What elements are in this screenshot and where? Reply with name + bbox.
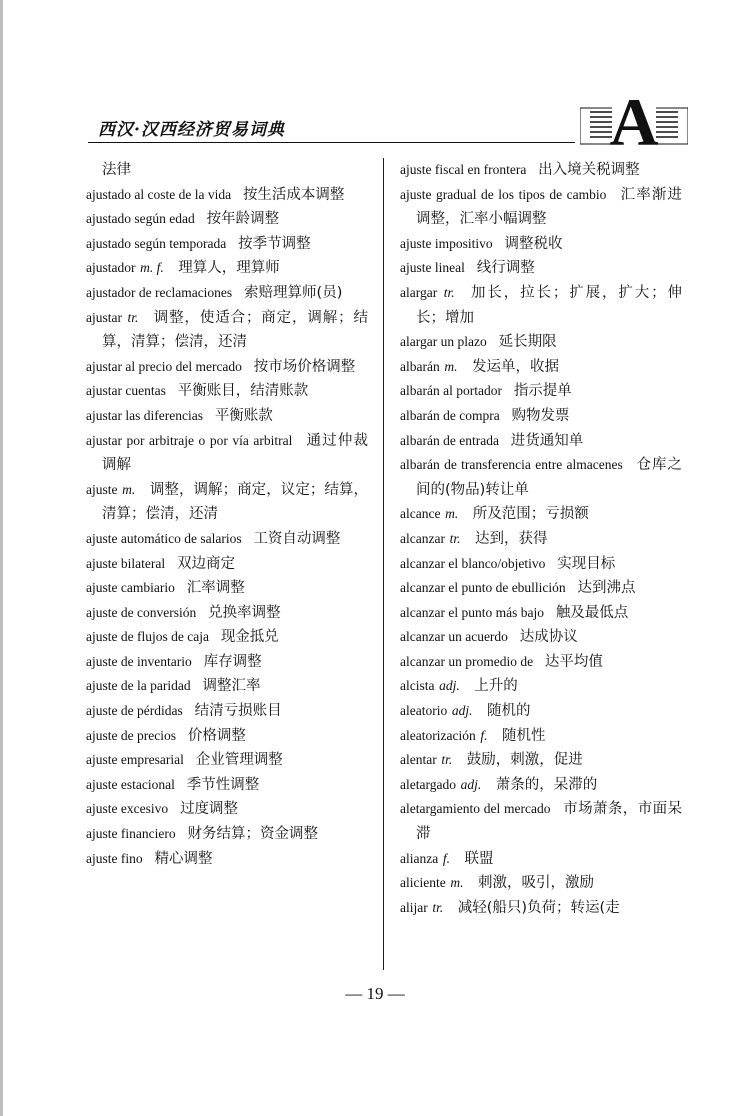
entry-translation: 发运单，收据 <box>471 358 559 375</box>
entry-translation: 联盟 <box>464 850 494 867</box>
entry-headword: ajuste <box>86 481 118 497</box>
entry-headword: alentar <box>400 752 437 768</box>
entry-headword: alcanzar el punto de ebullición <box>400 580 566 596</box>
entry-headword: ajuste gradual de los tipos de cambio <box>400 186 607 202</box>
dictionary-entry <box>86 847 368 872</box>
dictionary-entry <box>86 281 368 306</box>
dictionary-entry <box>86 429 368 478</box>
dictionary-entry <box>400 896 682 921</box>
entry-headword: ajuste impositivo <box>400 235 493 251</box>
dictionary-entry <box>86 355 368 380</box>
dictionary-entry <box>400 625 682 650</box>
entry-translation: 调整，调解；商定，议定；结算，清算；偿清，还清 <box>102 481 369 523</box>
entry-headword: alcanzar <box>400 530 445 546</box>
dictionary-entry <box>86 379 368 404</box>
right-column <box>400 158 682 920</box>
dictionary-entry <box>400 552 682 577</box>
entry-translation: 企业管理调整 <box>195 752 283 769</box>
entry-translation: 触及最低点 <box>555 604 629 621</box>
entry-grammar-label: adj. <box>460 776 482 792</box>
entry-translation: 上升的 <box>474 678 518 695</box>
dictionary-entry <box>86 773 368 798</box>
entry-translation: 减轻(船只)负荷；转运(走 <box>457 899 620 916</box>
entry-grammar-label: tr. <box>443 284 455 300</box>
entry-translation: 进货通知单 <box>510 432 584 449</box>
entry-grammar-label: tr. <box>441 752 453 768</box>
page-edge-shadow <box>0 0 3 1116</box>
entry-headword: alargar <box>400 284 438 300</box>
entry-translation: 仓库之间的(物品)转让单 <box>416 457 683 498</box>
dictionary-entry <box>400 576 682 601</box>
entry-translation: 结清亏损账目 <box>194 703 282 720</box>
entry-translation: 调整，使适合；商定，调解；结算，清算；偿清，还清 <box>102 309 369 351</box>
left-column <box>86 158 368 871</box>
dictionary-entry <box>86 256 368 281</box>
entry-headword: ajustador de reclamaciones <box>86 284 233 300</box>
entry-headword: ajuste de pérdidas <box>86 703 183 719</box>
dictionary-entry <box>400 404 682 429</box>
dictionary-entry <box>400 281 682 330</box>
entry-grammar-label: m. <box>122 481 136 497</box>
dictionary-entry <box>86 576 368 601</box>
dictionary-entry <box>86 404 368 429</box>
dictionary-entry <box>400 797 682 846</box>
column-divider <box>383 158 384 970</box>
entry-translation: 按年龄调整 <box>206 211 280 228</box>
entry-translation: 季节性调整 <box>186 776 260 793</box>
entry-translation: 按市场价格调整 <box>253 358 356 375</box>
entry-grammar-label: m. <box>450 875 464 891</box>
dictionary-entry <box>86 158 368 183</box>
entry-headword: albarán de transferencia entre almacenes <box>400 457 623 473</box>
entry-headword: ajustar al precio del mercado <box>86 358 242 374</box>
entry-grammar-label: f. <box>442 850 450 866</box>
dictionary-entry <box>400 429 682 454</box>
entry-headword: ajuste de precios <box>86 727 176 743</box>
running-header-title: 西汉·汉西经济贸易词典 <box>98 120 285 140</box>
entry-headword: alcanzar un promedio de <box>400 653 534 669</box>
entry-grammar-label: m. <box>445 506 459 522</box>
entry-translation: 达平均值 <box>544 653 603 670</box>
dictionary-entry <box>400 650 682 675</box>
entry-headword: alianza <box>400 850 439 866</box>
dictionary-entry <box>86 478 368 527</box>
entry-headword: ajuste lineal <box>400 260 465 276</box>
entry-headword: alijar <box>400 899 428 915</box>
dictionary-entry <box>400 674 682 699</box>
entry-translation: 刺激，吸引，激励 <box>477 875 594 892</box>
entry-translation: 平衡账款 <box>214 407 273 424</box>
entry-headword: ajuste fiscal en frontera <box>400 162 527 177</box>
entry-headword: ajuste de flujos de caja <box>86 629 209 645</box>
entry-headword: albarán al portador <box>400 383 502 399</box>
dictionary-entry <box>400 699 682 724</box>
entry-translation: 库存调整 <box>203 653 262 670</box>
entry-headword: ajustador <box>86 260 136 276</box>
dictionary-entry <box>400 158 682 183</box>
dictionary-entry <box>400 502 682 527</box>
entry-translation: 实现目标 <box>557 555 616 572</box>
entry-translation: 购物发票 <box>511 407 570 424</box>
dictionary-entry <box>86 699 368 724</box>
dictionary-entry <box>86 527 368 552</box>
entry-translation: 兑换率调整 <box>208 604 281 621</box>
entry-translation: 汇率调整 <box>186 580 245 597</box>
dictionary-entry <box>86 748 368 773</box>
header-rule <box>88 142 575 143</box>
entry-headword: aleatorización <box>400 727 476 743</box>
entry-grammar-label: m. f. <box>140 260 164 276</box>
entry-headword: ajuste estacional <box>86 776 175 792</box>
entry-translation: 财务结算；资金调整 <box>187 826 318 843</box>
entry-headword: ajustar <box>86 309 122 325</box>
entry-headword: ajuste fino <box>86 850 143 866</box>
entry-translation: 随机性 <box>501 727 546 744</box>
dictionary-entry <box>86 207 368 232</box>
dictionary-entry <box>86 797 368 822</box>
entry-translation: 过度调整 <box>179 801 238 818</box>
dictionary-entry <box>86 232 368 257</box>
entry-translation: 达到，获得 <box>474 530 548 547</box>
entry-headword: alargar un plazo <box>400 334 487 350</box>
entry-headword: ajuste de la paridad <box>86 678 191 694</box>
entry-translation: 工资自动调整 <box>253 530 341 547</box>
entry-translation: 达成协议 <box>519 629 578 646</box>
dictionary-entry <box>86 601 368 626</box>
entry-headword: alcanzar un acuerdo <box>400 629 508 645</box>
entry-translation: 双边商定 <box>176 555 235 572</box>
entry-headword: aliciente <box>400 875 446 891</box>
dictionary-entry <box>400 183 682 232</box>
entry-headword: alcanzar el blanco/objetivo <box>400 555 546 571</box>
entry-headword: ajuste de inventario <box>86 653 192 669</box>
entry-headword: ajuste empresarial <box>86 752 184 768</box>
section-letter-tab <box>580 88 688 148</box>
dictionary-entry <box>400 330 682 355</box>
entry-translation: 随机的 <box>486 703 531 720</box>
dictionary-entry <box>86 625 368 650</box>
entry-translation: 现金抵兑 <box>220 629 279 646</box>
entry-headword: alcanzar el punto más bajo <box>400 604 544 620</box>
dictionary-entry <box>400 379 682 404</box>
dictionary-entry <box>86 183 368 208</box>
entry-headword: ajuste excesivo <box>86 801 169 817</box>
entry-grammar-label: tr. <box>127 309 139 325</box>
entry-grammar-label: f. <box>480 727 488 743</box>
entry-headword: aleatorio <box>400 703 448 719</box>
entry-headword: ajuste de conversión <box>86 604 197 620</box>
dictionary-entry <box>86 724 368 749</box>
entry-grammar-label: adj. <box>439 678 460 694</box>
entry-headword: albarán <box>400 358 440 374</box>
entry-translation: 鼓励，刺激，促进 <box>466 752 583 769</box>
entry-headword: alcista <box>400 678 435 694</box>
entry-headword: ajustado al coste de la vida <box>86 186 232 202</box>
entry-translation: 按生活成本调整 <box>242 186 345 203</box>
dictionary-entry <box>86 674 368 699</box>
entry-translation: 理算人，理算师 <box>178 260 280 277</box>
entry-translation: 市场萧条，市面呆滞 <box>416 801 683 843</box>
entry-translation: 调整汇率 <box>202 678 261 695</box>
dictionary-entry <box>400 453 682 502</box>
dictionary-entry <box>400 724 682 749</box>
entry-headword: ajustar cuentas <box>86 383 166 399</box>
entry-headword: alcance <box>400 506 441 522</box>
dictionary-entry <box>86 650 368 675</box>
dictionary-entry <box>400 773 682 798</box>
entry-translation: 加长，拉长；扩展，扩大；伸长；增加 <box>416 284 683 326</box>
entry-translation: 法律 <box>102 162 131 178</box>
dictionary-entry <box>86 552 368 577</box>
entry-translation: 索赔理算师(员) <box>244 284 343 301</box>
entry-translation: 调整税收 <box>504 235 563 252</box>
entry-grammar-label: adj. <box>451 703 473 719</box>
dictionary-entry <box>86 306 368 355</box>
entry-translation: 按季节调整 <box>238 235 311 252</box>
entry-translation: 平衡账目，结清账款 <box>177 383 309 400</box>
entry-translation: 精心调整 <box>154 850 213 867</box>
page-number: — 19 — <box>345 984 405 1003</box>
entry-headword: ajuste bilateral <box>86 555 166 571</box>
entry-headword: aletargamiento del mercado <box>400 801 551 817</box>
entry-translation: 指示提单 <box>513 383 572 400</box>
dictionary-entry <box>400 847 682 872</box>
dictionary-entry <box>86 822 368 847</box>
dictionary-entry <box>400 601 682 626</box>
entry-headword: ajustar las diferencias <box>86 407 203 423</box>
dictionary-entry <box>400 232 682 257</box>
entry-headword: aletargado <box>400 776 456 792</box>
entry-translation: 汇率渐进调整，汇率小幅调整 <box>416 186 683 228</box>
entry-translation: 达到沸点 <box>577 580 636 597</box>
section-letter: A <box>609 88 659 148</box>
entry-grammar-label: m. <box>444 358 458 374</box>
entry-translation: 通过仲裁调解 <box>102 432 368 474</box>
entry-translation: 价格调整 <box>187 727 246 744</box>
entry-headword: ajustado según temporada <box>86 235 227 251</box>
entry-headword: ajuste cambiario <box>86 580 175 596</box>
entry-grammar-label: tr. <box>449 530 461 546</box>
dictionary-entry <box>400 871 682 896</box>
entry-headword: albarán de compra <box>400 407 500 423</box>
entry-headword: ajuste financiero <box>86 826 176 842</box>
entry-translation: 延长期限 <box>498 334 557 351</box>
entry-headword: albarán de entrada <box>400 432 499 448</box>
entry-translation: 萧条的，呆滞的 <box>495 776 598 793</box>
entry-headword: ajustar por arbitraje o por vía arbitral <box>86 432 293 448</box>
entry-translation: 线行调整 <box>476 260 535 277</box>
entry-grammar-label: tr. <box>432 899 444 915</box>
entry-headword: ajuste automático de salarios <box>86 530 242 546</box>
entry-translation: 所及范围；亏损额 <box>472 506 589 523</box>
dictionary-entry <box>400 527 682 552</box>
dictionary-entry <box>400 256 682 281</box>
dictionary-entry <box>400 355 682 380</box>
dictionary-entry <box>400 748 682 773</box>
entry-translation: 出入境关税调整 <box>538 162 640 178</box>
entry-headword: ajustado según edad <box>86 211 195 227</box>
